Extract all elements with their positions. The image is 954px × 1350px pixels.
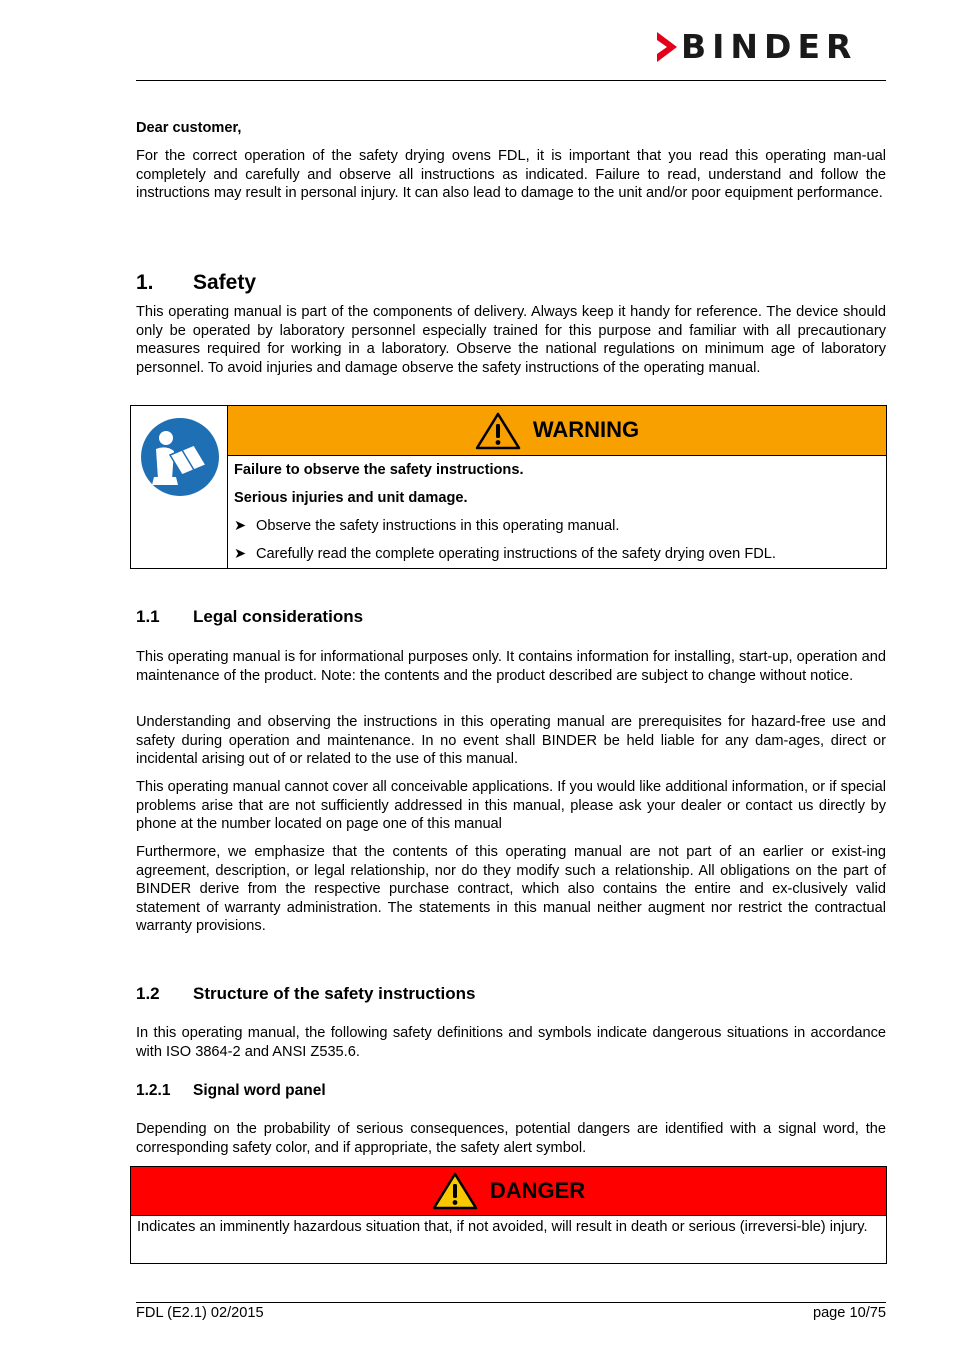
warning-measure bbox=[234, 517, 619, 536]
legal-paragraph: Furthermore, we emphasize that the contents of this operating manual are not part of an earlier or exist-ing agreement, description, or legal relationship, nor do they modify such a relationship. All obligations on the part of BINDER derive from the respective purchase contract, which also contains the entire and ex-clusively valid statement of warranty administration. The statements in this manual neither augment nor restrict the contractual warranty provisions. bbox=[136, 844, 886, 935]
section-title: Signal word panel bbox=[193, 1082, 326, 1099]
binder-logo bbox=[655, 26, 858, 66]
section-number: 1.2 bbox=[136, 984, 160, 1003]
warning-hazard: Failure to observe the safety instructions. bbox=[234, 462, 524, 478]
danger-panel bbox=[130, 1166, 887, 1264]
section-heading-structure bbox=[136, 983, 475, 1005]
section-title: Structure of the safety instructions bbox=[193, 984, 476, 1003]
section-heading-safety bbox=[136, 270, 256, 296]
structure-paragraph: In this operating manual, the following safety definitions and symbols indicate dangerous situations in accordance with ISO 3864-2 and ANSI Z535.6. bbox=[136, 1025, 886, 1060]
warning-triangle-icon bbox=[475, 412, 521, 450]
header-rule bbox=[136, 80, 886, 81]
footer-page-number: page 10/75 bbox=[812, 1305, 886, 1321]
section-heading-signal-word bbox=[136, 1081, 326, 1101]
warning-measure bbox=[234, 545, 776, 564]
salutation: Dear customer, bbox=[136, 120, 242, 136]
section-title: Legal considerations bbox=[193, 607, 364, 626]
warning-consequence: Serious injuries and unit damage. bbox=[234, 490, 468, 506]
footer-rule bbox=[136, 1302, 886, 1303]
logo-arrow-icon bbox=[655, 30, 681, 64]
danger-header bbox=[131, 1167, 886, 1216]
section-title: Safety bbox=[193, 271, 257, 294]
signal-word-danger: DANGER bbox=[489, 1177, 586, 1203]
read-manual-icon bbox=[140, 417, 220, 497]
arrow-bullet-icon: ➤ bbox=[234, 518, 247, 534]
footer-document-id: FDL (E2.1) 02/2015 bbox=[136, 1305, 264, 1321]
signal-word-paragraph: Depending on the probability of serious consequences, potential dangers are identified with a signal word, the corresponding safety color, and if appropriate, the safety alert symbol. bbox=[136, 1121, 886, 1156]
section-number: 1. bbox=[136, 271, 154, 294]
warning-measure-text: Observe the safety instructions in this operating manual. bbox=[256, 518, 620, 534]
safety-paragraph: This operating manual is part of the components of delivery. Always keep it handy for reference. The device should only be operated by laboratory personnel especially trained for this purpose and familiar with all precautionary measures required for working in a laboratory. Observe the national regulations on minimum age of laboratory personnel. To avoid injuries and damage observe the safety instructions of the operating manual. bbox=[136, 304, 886, 376]
section-number: 1.1 bbox=[136, 607, 160, 626]
danger-description: Indicates an imminently hazardous situation that, if not avoided, will result in death or serious (irreversi-ble) injury. bbox=[137, 1219, 868, 1235]
arrow-bullet-icon: ➤ bbox=[234, 546, 247, 562]
warning-icon-cell bbox=[131, 406, 228, 568]
warning-header bbox=[228, 406, 886, 456]
section-heading-legal bbox=[136, 606, 363, 628]
warning-panel bbox=[130, 405, 887, 569]
legal-paragraph: This operating manual is for informational purposes only. It contains information for installing, start-up, operation and maintenance of the product. Note: the contents and the product described are subject to change without notice. bbox=[136, 649, 886, 684]
warning-measure-text: Carefully read the complete operating instructions of the safety drying oven FDL. bbox=[256, 546, 776, 562]
signal-word-warning: WARNING bbox=[532, 417, 640, 443]
logo-text: BINDER bbox=[681, 26, 858, 66]
legal-paragraph: This operating manual cannot cover all conceivable applications. If you would like additional information, or if special problems arise that are not sufficiently addressed in this manual, please ask your dealer or contact us directly by phone at the number located on page one of this manual bbox=[136, 779, 886, 833]
danger-triangle-icon bbox=[432, 1172, 478, 1210]
legal-paragraph: Understanding and observing the instructions in this operating manual are prerequisites for hazard-free use and safety during operation and maintenance. In no event shall BINDER be held liable for any dam-ages, direct or incidental arising out of or related to the use of this manual. bbox=[136, 714, 886, 768]
intro-paragraph: For the correct operation of the safety drying ovens FDL, it is important that you read this operating man-ual completely and carefully and observe all instructions as indicated. Failure to read, understand and follow the instructions may result in personal injury. It can also lead to damage to the unit and/or poor equipment performance. bbox=[136, 148, 886, 202]
section-number: 1.2.1 bbox=[136, 1082, 171, 1099]
